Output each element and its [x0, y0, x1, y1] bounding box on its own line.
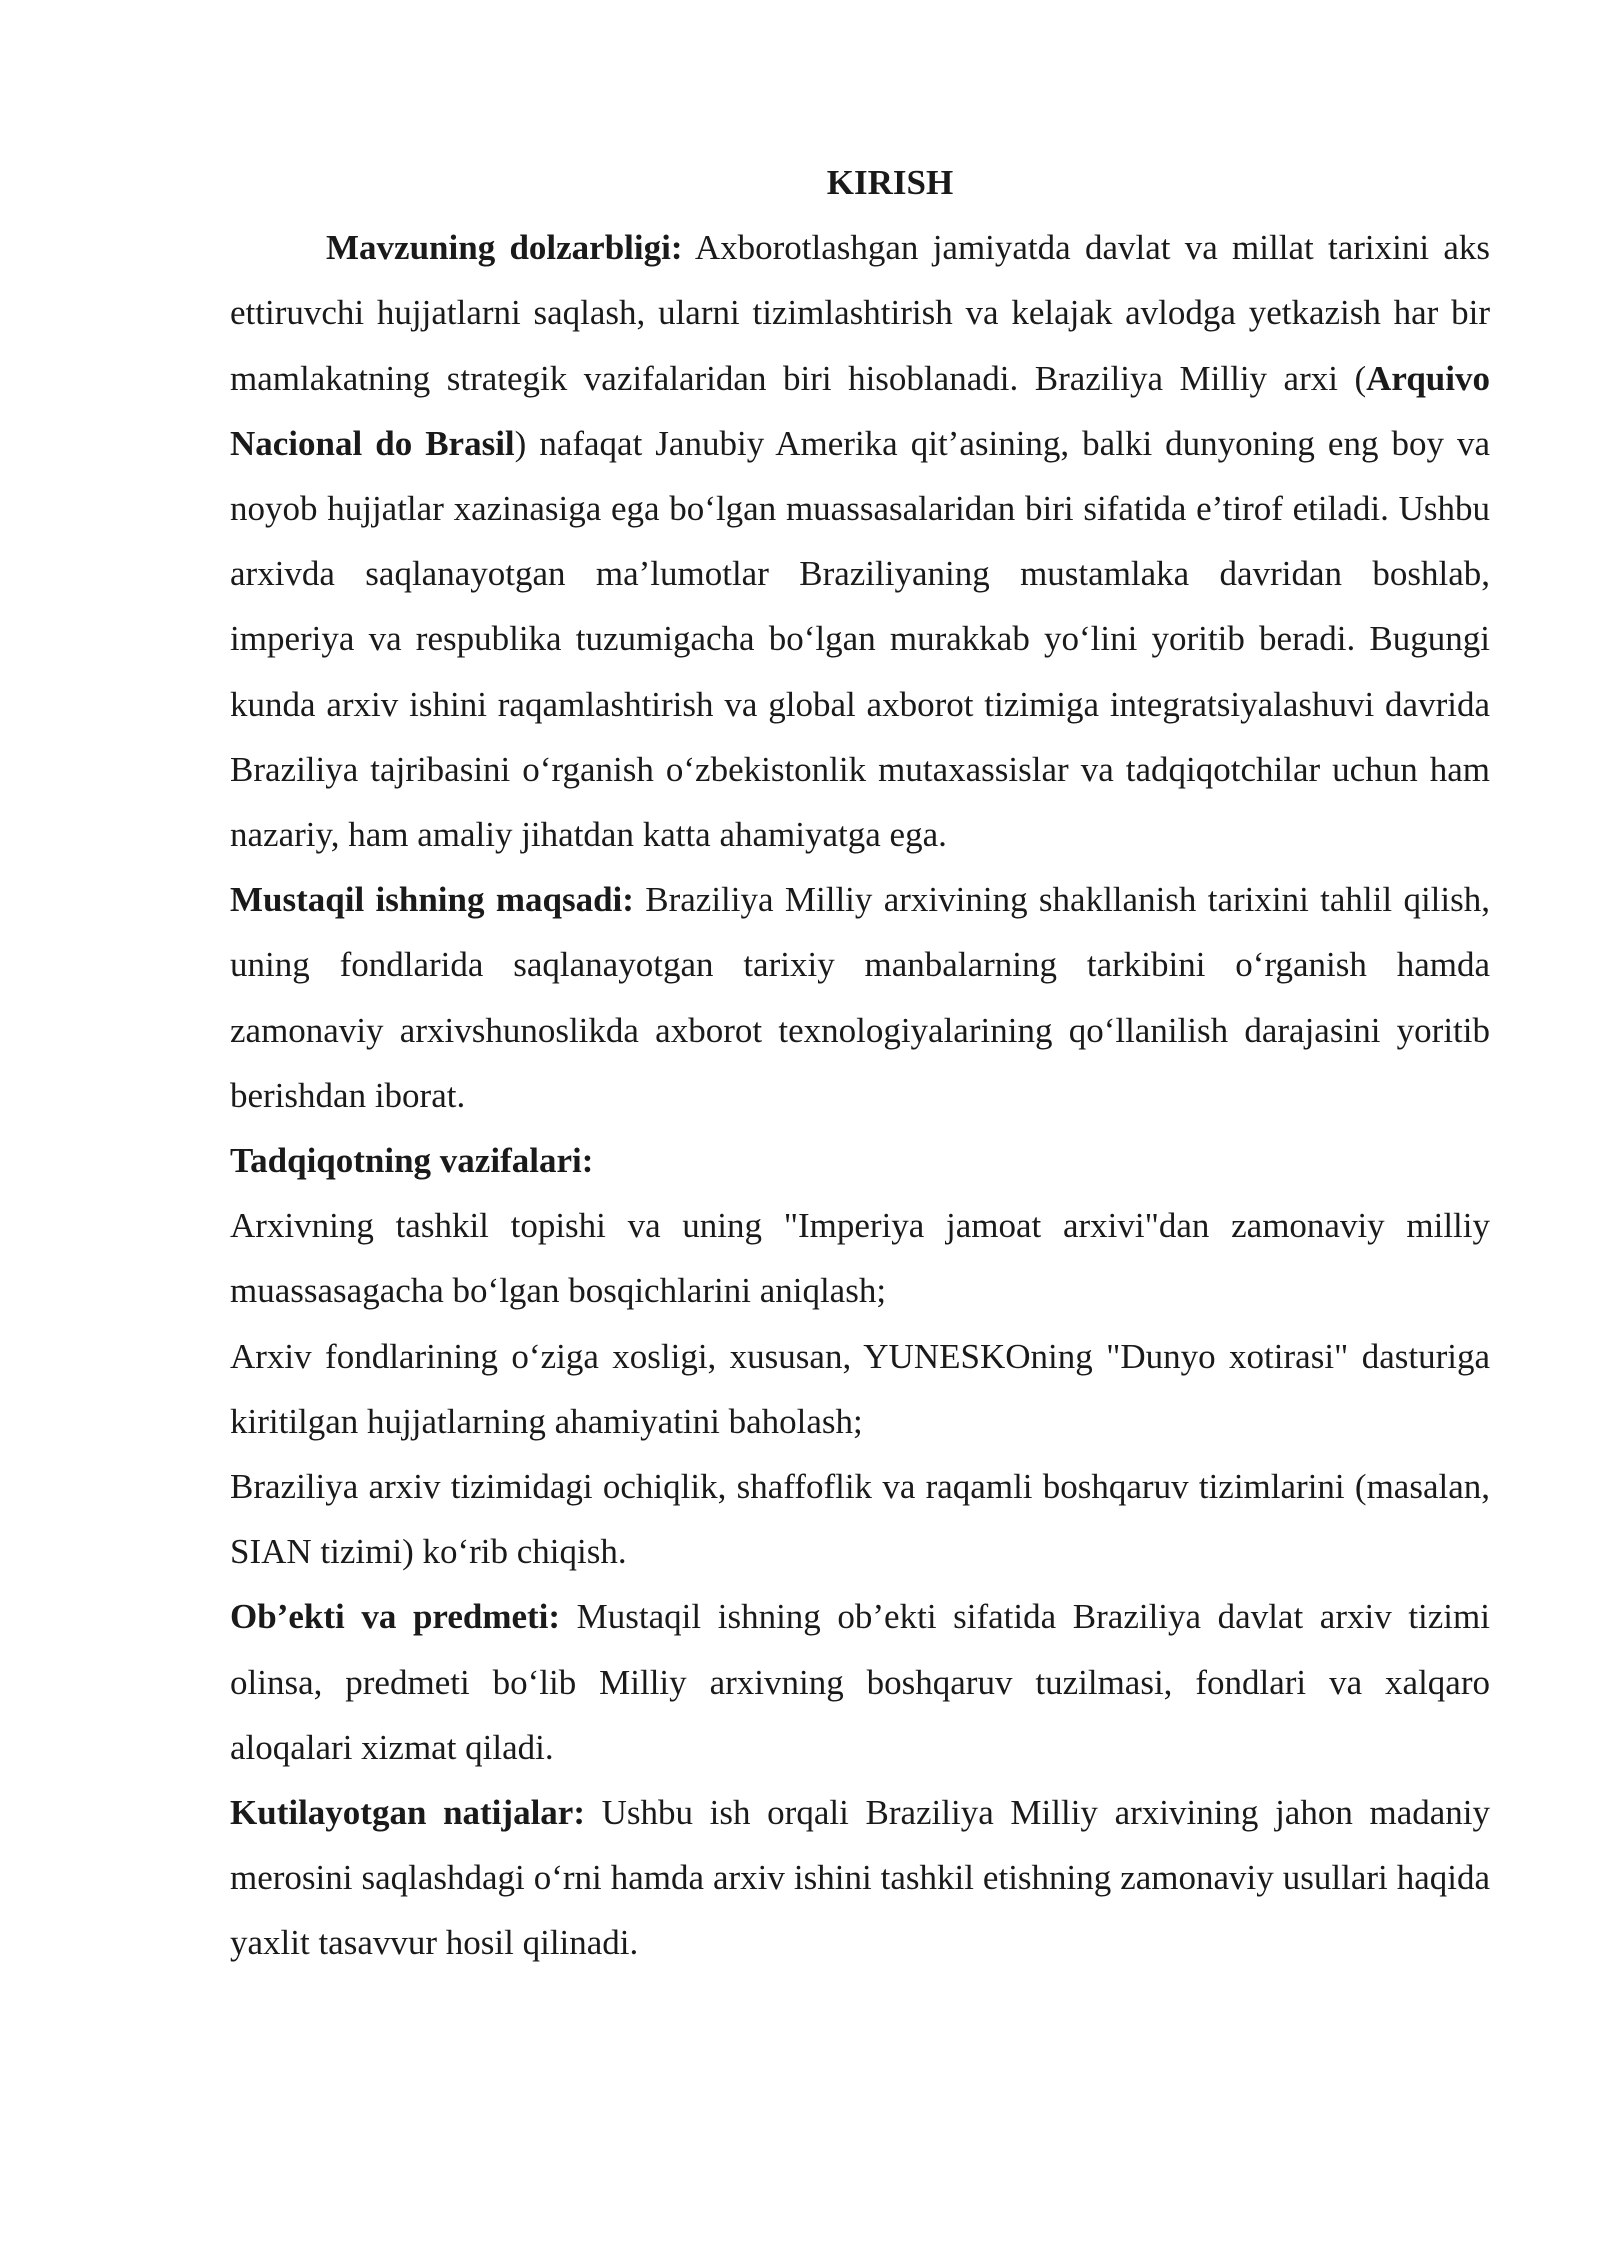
relevance-text-1: Axborotlashgan jamiyatda davlat va millat tarixini aks ettiruvchi hujjatlarni saqlash, ularni tizimlashtirish va kelajak avlodga yetkazish har bir mamlakatning strategik vazifalaridan biri hisoblanadi. Braziliya Milliy arxi ( — [230, 228, 1490, 398]
results-label: Kutilayotgan natijalar: — [230, 1793, 585, 1833]
tasks-heading — [230, 1128, 1490, 1193]
page-title: KIRISH — [826, 163, 954, 202]
task-item: Braziliya arxiv tizimidagi ochiqlik, shaffoflik va raqamli boshqaruv tizimlarini (masalan, SIAN tizimi) ko‘rib chiqish. — [230, 1467, 1490, 1572]
relevance-text-2: ) nafaqat Janubiy Amerika qit’asining, balki dunyoning eng boy va noyob hujjatlar xazinasiga ega bo‘lgan muassasalaridan biri sifatida e’tirof etiladi. Ushbu arxivda saqlanayotgan ma’lumotlar Braziliyaning mustamlaka davridan boshlab, imperiya va respublika tuzumigacha bo‘lgan murakkab yo‘lini yoritib beradi. Bugungi kunda arxiv ishini raqamlashtirish va global axborot tizimiga integratsiyalashuvi davrida Braziliya tajribasini o‘rganish o‘zbekistonlik mutaxassislar va tadqiqotchilar uchun ham nazariy, ham amaliy jihatdan katta ahamiyatga ega. — [230, 423, 1490, 855]
purpose-paragraph — [230, 867, 1490, 1128]
purpose-text: Braziliya Milliy arxivining shakllanish tarixini tahlil qilish, uning fondlarida saqlanayotgan tarixiy manbalarning tarkibini o‘rganish hamda zamonaviy arxivshunoslikda axborot texnologiyalarining qo‘llanilish darajasini yoritib berishdan iborat. — [230, 880, 1490, 1115]
object-paragraph — [230, 1584, 1490, 1780]
document-page — [230, 150, 1490, 1976]
tasks-label: Tadqiqotning vazifalari: — [230, 1141, 594, 1181]
object-label: Ob’ekti va predmeti: — [230, 1597, 561, 1637]
relevance-label: Mavzuning dolzarbligi: — [326, 228, 683, 268]
object-text: Mustaqil ishning ob’ekti sifatida Braziliya davlat arxiv tizimi olinsa, predmeti bo‘lib Milliy arxivning boshqaruv tuzilmasi, fondlari va xalqaro aloqalari xizmat qiladi. — [230, 1597, 1490, 1767]
results-paragraph — [230, 1780, 1490, 1976]
purpose-label: Mustaqil ishning maqsadi: — [230, 880, 634, 920]
results-text: Ushbu ish orqali Braziliya Milliy arxivining jahon madaniy merosini saqlashdagi o‘rni hamda arxiv ishini tashkil etishning zamonaviy usullari haqida yaxlit tasavvur hosil qilinadi. — [230, 1793, 1491, 1963]
relevance-paragraph — [230, 215, 1490, 867]
task-item: Arxiv fondlarining o‘ziga xosligi, xususan, YUNESKOning "Dunyo xotirasi" dasturiga kiritilgan hujjatlarning ahamiyatini baholash; — [230, 1336, 1490, 1441]
archive-name: Arquivo Nacional do Brasil — [230, 358, 1490, 463]
task-item: Arxivning tashkil topishi va uning "Imperiya jamoat arxivi"dan zamonaviy milliy muassasagacha bo‘lgan bosqichlarini aniqlash; — [230, 1206, 1490, 1311]
